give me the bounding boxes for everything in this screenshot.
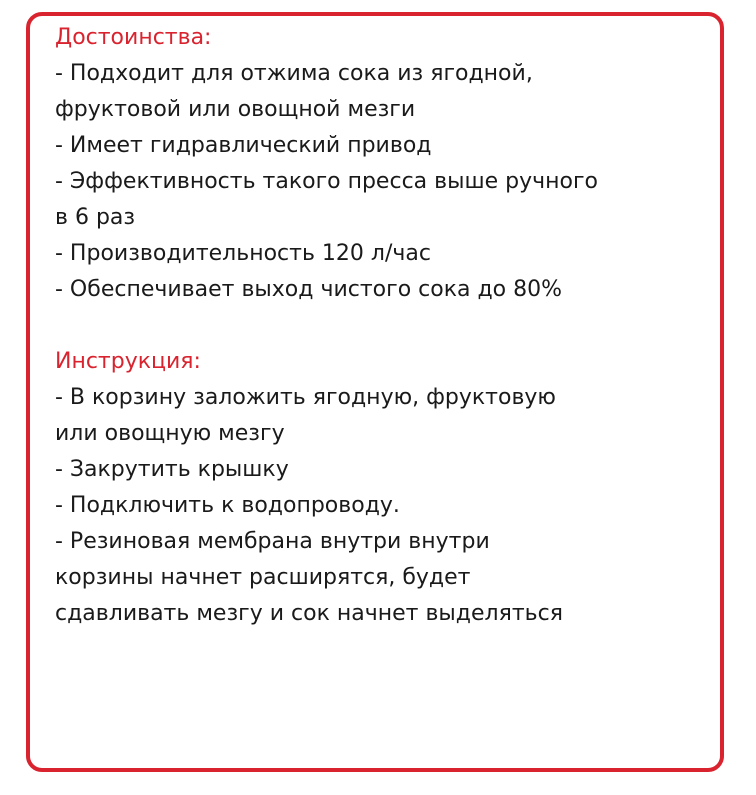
instructions-line: - Закрутить крышку [55,457,289,482]
advantages-heading: Достоинства: [55,25,212,50]
instructions-line: корзины начнет расширятся, будет [55,565,471,590]
instructions-heading: Инструкция: [55,349,201,374]
instructions-line: - Подключить к водопроводу. [55,493,400,518]
section-spacer [55,308,645,344]
advantages-line: - Эффективность такого пресса выше ручного [55,169,598,194]
advantages-line: - Обеспечивает выход чистого сока до 80% [55,277,563,302]
advantages-line: - Производительность 120 л/час [55,241,431,266]
advantages-line: - Подходит для отжима сока из ягодной, [55,61,533,86]
instructions-line: сдавливать мезгу и сок начнет выделяться [55,601,563,626]
advantages-line: фруктовой или овощной мезги [55,97,416,122]
card-content [55,20,645,632]
instructions-line: - В корзину заложить ягодную, фруктовую [55,385,556,410]
advantages-line: - Имеет гидравлический привод [55,133,432,158]
advantages-line: в 6 раз [55,205,136,230]
instructions-line: - Резиновая мембрана внутри внутри [55,529,490,554]
instructions-section [55,344,645,632]
advantages-section [55,20,645,308]
instructions-line: или овощную мезгу [55,421,285,446]
